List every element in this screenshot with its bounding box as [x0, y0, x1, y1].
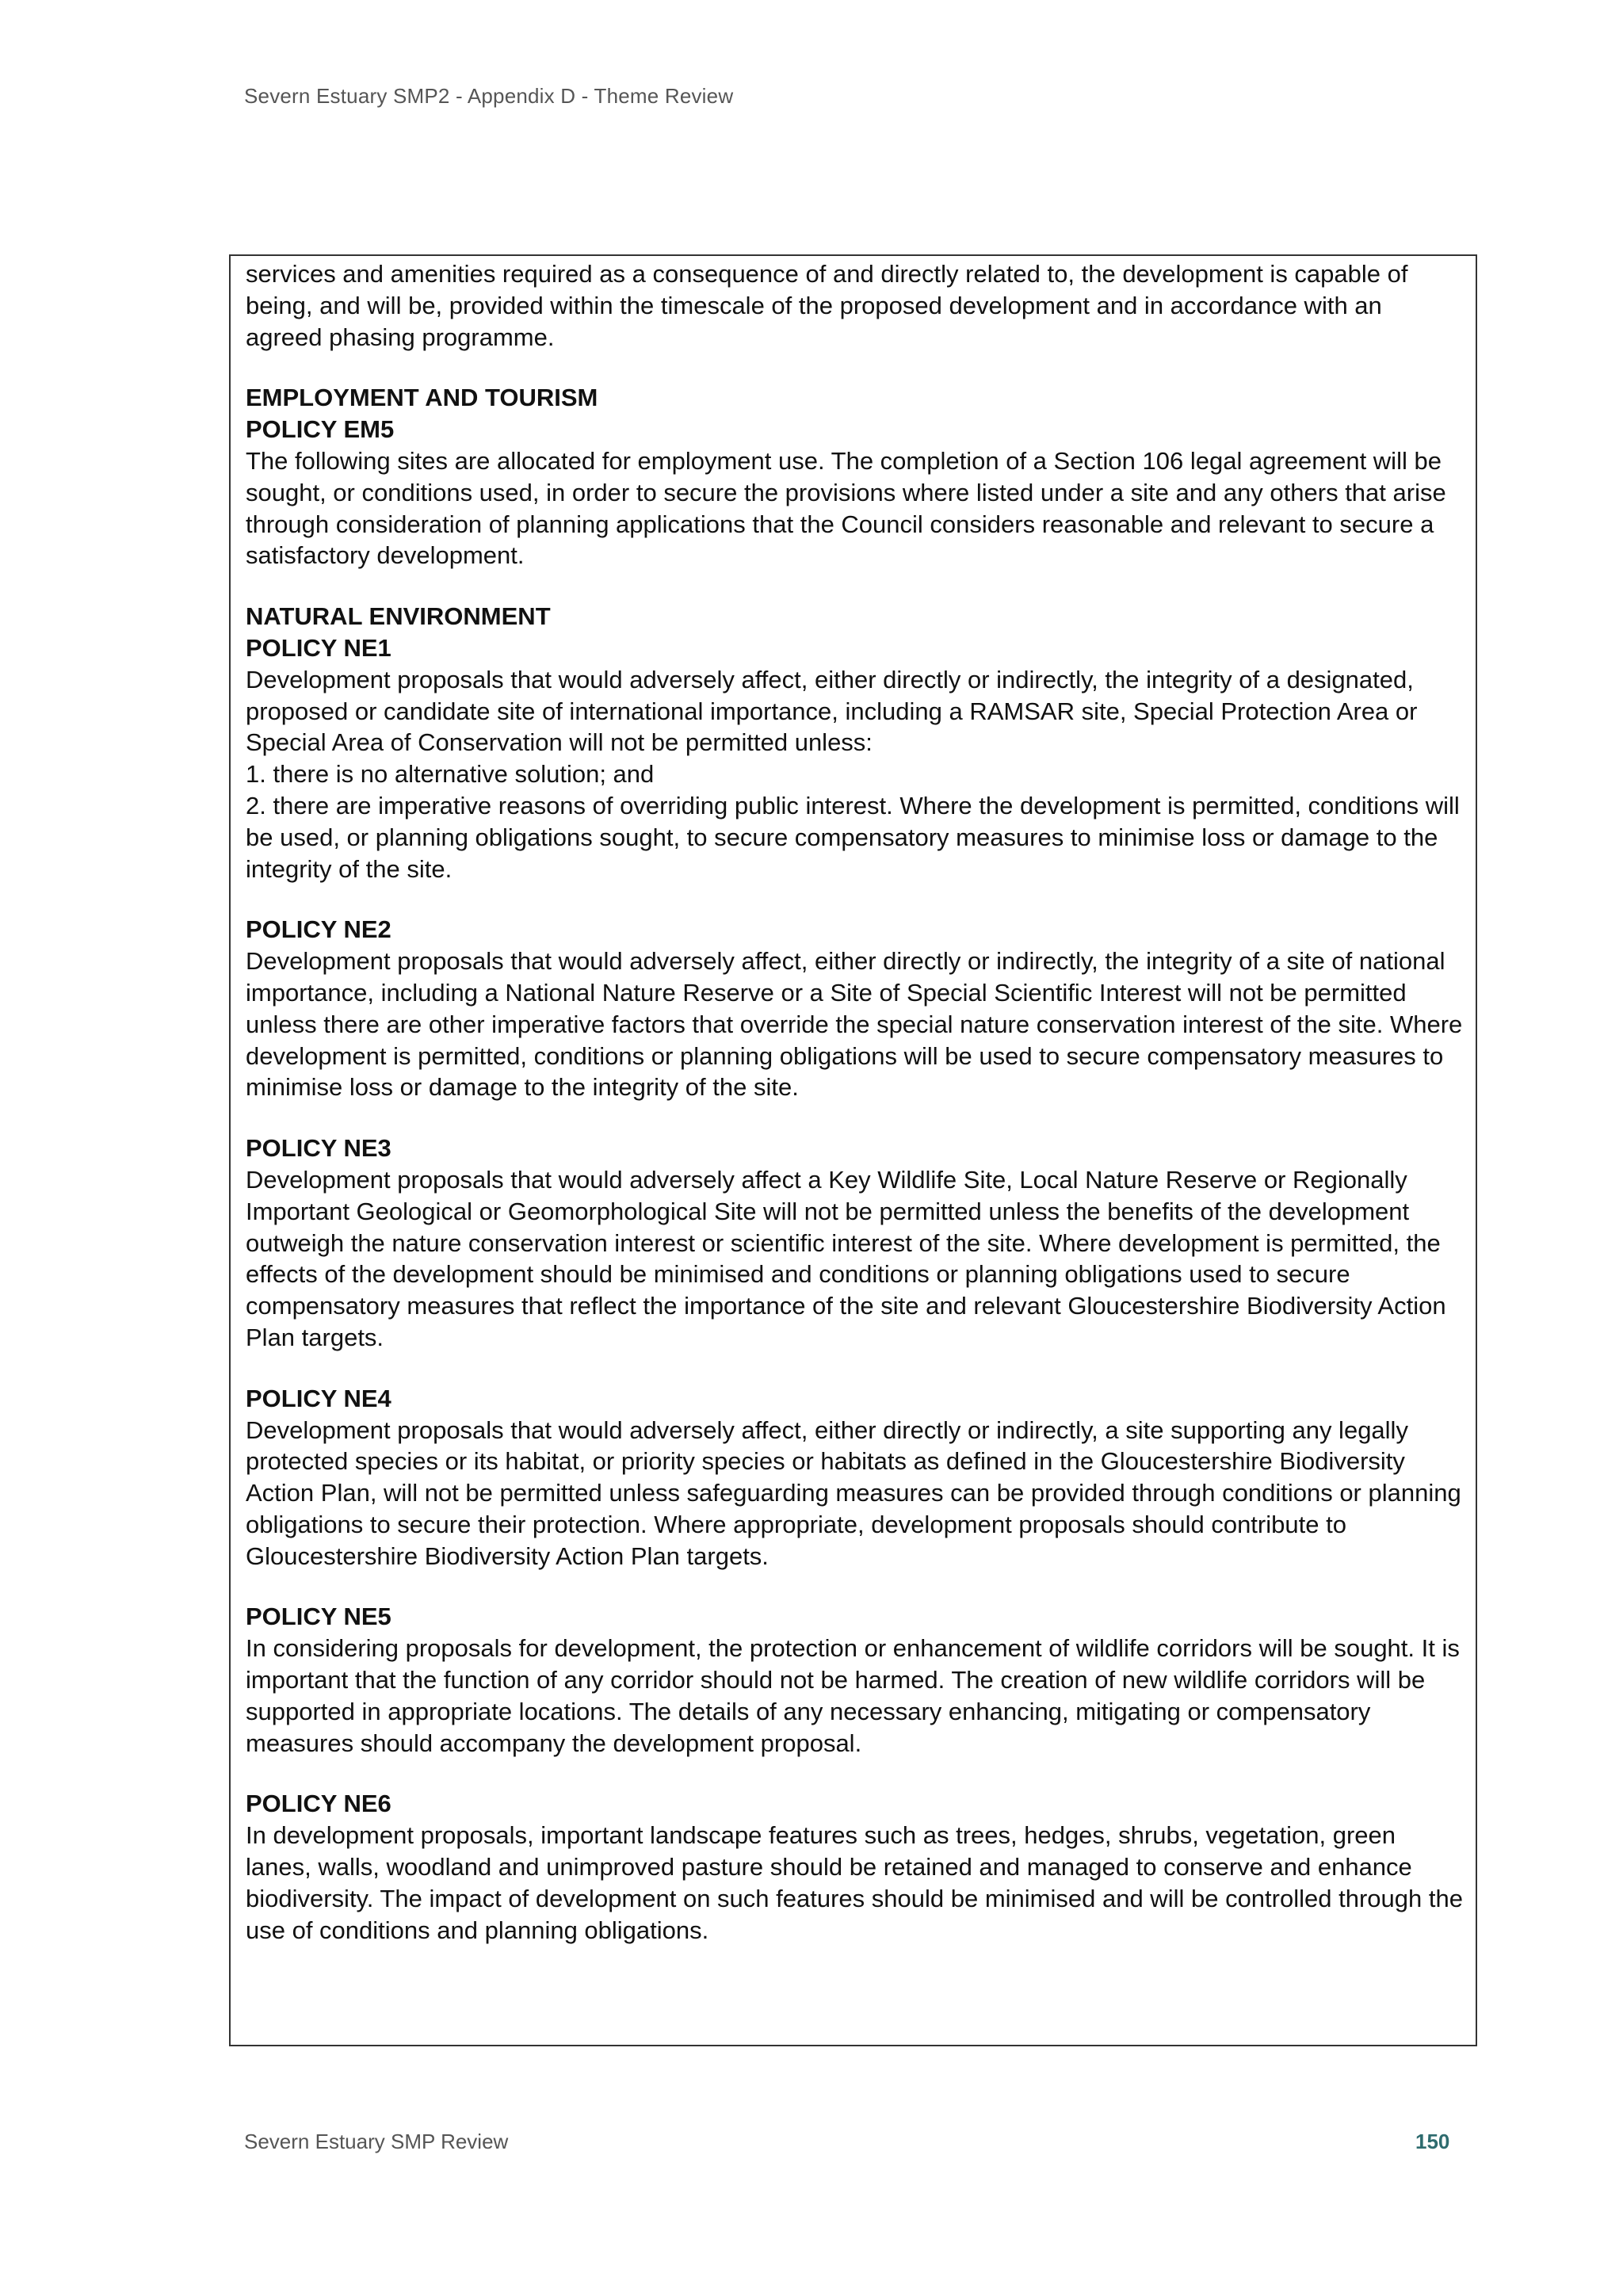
policy-ne6	[246, 1788, 1465, 1946]
policy-ne1-text: Development proposals that would adversely affect, either directly or indirectly, the integrity of a designated, proposed or candidate site of international importance, including a RAMSAR site, Special Protection Area or Special Area of Conservation will not be permitted unless:	[246, 665, 1418, 757]
policy-ne4-title: POLICY NE4	[246, 1384, 391, 1412]
policy-ne1-item-2: 2. there are imperative reasons of overriding public interest. Where the development is permitted, conditions will be used, or planning obligations sought, to secure compensatory measures to minimise loss or damage to the integrity of the site.	[246, 791, 1460, 883]
policy-em5	[246, 382, 1465, 571]
intro-paragraph: services and amenities required as a consequence of and directly related to, the development is capable of being, and will be, provided within the timescale of the proposed development and in accordance with an agreed phasing programme.	[246, 260, 1408, 351]
policy-em5-title: POLICY EM5	[246, 415, 395, 444]
running-header: Severn Estuary SMP2 - Appendix D - Theme Review	[244, 84, 734, 108]
policy-ne5-title: POLICY NE5	[246, 1603, 391, 1631]
policy-ne5-text: In considering proposals for development, the protection or enhancement of wildlife corridors will be sought. It is important that the function of any corridor should not be harmed. The creation of new wildlife corridors will be supported in appropriate locations. The details of any necessary enhancing, mitigating or compensatory measures should accompany the development proposal.	[246, 1634, 1460, 1757]
section-heading-employment: EMPLOYMENT AND TOURISM	[246, 384, 598, 412]
policy-ne4	[246, 1383, 1465, 1572]
policy-ne2-title: POLICY NE2	[246, 915, 391, 944]
policy-ne2	[246, 914, 1465, 1103]
policy-ne4-text: Development proposals that would adversely affect, either directly or indirectly, a site supporting any legally protected species or its habitat, or priority species or habitats as defined in the Gloucestershire Biodiversity Action Plan, will not be permitted unless safeguarding measures can be provided through conditions or planning obligations to secure their protection. Where appropriate, development proposals should contribute to Gloucestershire Biodiversity Action Plan targets.	[246, 1415, 1461, 1570]
page-number: 150	[1415, 2130, 1450, 2153]
policy-ne6-text: In development proposals, important landscape features such as trees, hedges, shrubs, vegetation, green lanes, walls, woodland and unimproved pasture should be retained and managed to conserve and enhance biodiversity. The impact of development on such features should be minimised and will be controlled through the use of conditions and planning obligations.	[246, 1821, 1463, 1944]
policy-ne1-item-1: 1. there is no alternative solution; and	[246, 760, 655, 789]
policy-text-box	[229, 254, 1477, 2046]
policy-ne1-title: POLICY NE1	[246, 633, 391, 662]
policy-ne5	[246, 1601, 1465, 1759]
policy-ne1	[246, 601, 1465, 884]
policy-ne6-title: POLICY NE6	[246, 1790, 391, 1818]
policy-ne3-text: Development proposals that would adversely affect a Key Wildlife Site, Local Nature Reserve or Regionally Important Geological or Geomorphological Site will not be permitted unless the benefits of the development outweigh the nature conservation interest or scientific interest of the site. Where development is permitted, the effects of the development should be minimised and conditions or planning obligations used to secure compensatory measures that reflect the importance of the site and relevant Gloucestershire Biodiversity Action Plan targets.	[246, 1165, 1446, 1351]
policy-em5-text: The following sites are allocated for employment use. The completion of a Section 106 legal agreement will be sought, or conditions used, in order to secure the provisions where listed under a site and any others that arise through consideration of planning applications that the Council considers reasonable and relevant to secure a satisfactory development.	[246, 446, 1446, 570]
running-footer: Severn Estuary SMP Review	[244, 2130, 509, 2153]
section-heading-natural-environment: NATURAL ENVIRONMENT	[246, 602, 551, 631]
policy-ne3-title: POLICY NE3	[246, 1134, 391, 1163]
policy-ne3	[246, 1133, 1465, 1354]
policy-ne2-text: Development proposals that would adversely affect, either directly or indirectly, the integrity of a site of national importance, including a National Nature Reserve or a Site of Special Scientific Interest will not be permitted unless there are other imperative factors that override the special nature conservation interest of the site. Where development is permitted, conditions or planning obligations will be used to secure compensatory measures to minimise loss or damage to the integrity of the site.	[246, 947, 1463, 1102]
